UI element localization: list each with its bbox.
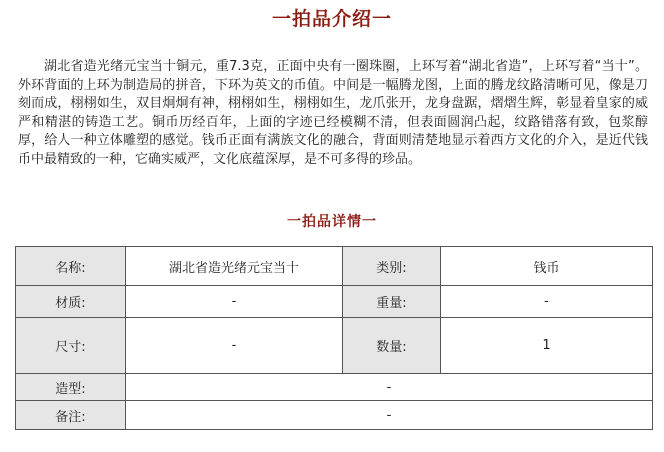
table-row <box>16 318 653 374</box>
quantity-value: 1 <box>441 318 653 374</box>
intro-paragraph: 湖北省造光绪元宝当十铜元，重7.3克，正面中央有一圈珠圈，上环写着“湖北省造”，上环写着“当十”。外环背面的上环为制造局的拼音，下环为英文的币值。中间是一幅腾龙图，上面的腾龙纹路清晰可见，像是刀刻而成，栩栩如生，双目炯炯有神，栩栩如生，栩栩如生，龙爪张开，龙身盘踞，熠熠生辉，彰显着皇家的威严和精湛的铸造工艺。铜币历经百年，上面的字迹已经模糊不清，但表面圆润凸起，纹路错落有致，包浆醇厚，给人一种立体雕塑的感觉。钱币正面有满族文化的融合，背面则清楚地显示着西方文化的介入，是近代钱币中最精致的一种，它确实威严，文化底蕴深厚，是不可多得的珍品。 <box>18 59 648 167</box>
notes-label: 备注: <box>16 401 126 430</box>
details-section-title: 一拍品详情一 <box>287 214 377 230</box>
size-label: 尺寸: <box>16 318 126 374</box>
name-value: 湖北省造光绪元宝当十 <box>126 247 343 286</box>
weight-label: 重量: <box>343 286 441 318</box>
intro-section-title: 一拍品介绍一 <box>271 8 392 30</box>
size-value: - <box>126 318 343 374</box>
shape-value: - <box>126 374 653 401</box>
shape-label: 造型: <box>16 374 126 401</box>
quantity-label: 数量: <box>343 318 441 374</box>
material-value: - <box>126 286 343 318</box>
category-value: 钱币 <box>441 247 653 286</box>
name-label: 名称: <box>16 247 126 286</box>
notes-value: - <box>126 401 653 430</box>
weight-value: - <box>441 286 653 318</box>
table-row <box>16 247 653 286</box>
material-label: 材质: <box>16 286 126 318</box>
table-row <box>16 286 653 318</box>
details-table <box>15 246 653 430</box>
table-row <box>16 374 653 401</box>
table-row <box>16 401 653 430</box>
category-label: 类别: <box>343 247 441 286</box>
